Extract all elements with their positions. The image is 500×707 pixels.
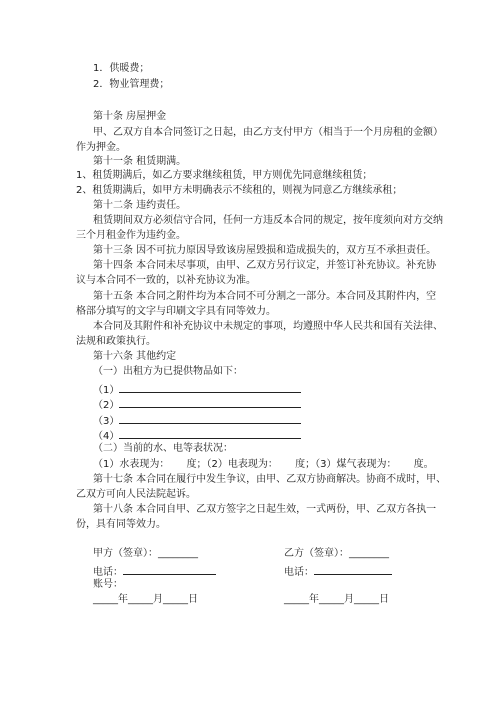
provided-item-row [93,383,301,396]
party-b-date[interactable]: _____年_____月_____日 [284,594,389,605]
party-a-phone-label: 电话： [93,567,123,578]
provided-item-blank[interactable] [119,414,301,424]
article-10-text-2: 作为押金。 [76,142,126,153]
provided-item-blank[interactable] [119,429,301,439]
article-12-title: 第十二条 违约责任。 [93,200,187,211]
general-clause-text-2: 法规和政策执行。 [76,336,156,347]
article-10-text-1: 甲、乙双方自本合同签订之日起，由乙方支付甲方（相当于一个月房租的金额） [93,127,443,138]
article-16-section-1: （一）出租方为已提供物品如下： [93,366,243,377]
article-13-text: 第十三条 因不可抗力原因导致该房屋毁损和造成损失的，双方互不承担责任。 [93,245,437,256]
article-12-text-2: 三个月租金作为违约金。 [76,230,186,241]
party-b-phone-label: 电话： [284,567,314,578]
party-b-phone-row [284,565,392,578]
provided-item-row [93,429,301,442]
article-14-text-2: 议与本合同不一致的，以补充协议为准。 [76,275,256,286]
provided-item-row [93,398,301,411]
article-12-text-1: 租赁期间双方必须信守合同，任何一方违反本合同的规定，按年度须向对方交纳 [93,215,443,226]
provided-item-number: （1） [93,385,120,396]
party-a-phone-field[interactable] [123,565,216,575]
provided-item-number: （3） [93,416,120,427]
article-15-text-1: 第十五条 本合同之附件均为本合同不可分割之一部分。本合同及其附件内，空 [93,291,437,302]
article-11-item-2: 2、租赁期满后，如甲方未明确表示不续租的，则视为同意乙方继续承租； [76,185,403,196]
article-14-text-1: 第十四条 本合同未尽事项，由甲、乙双方另行议定，并签订补充协议。补充协 [93,260,437,271]
article-18-text-1: 第十八条 本合同自甲、乙双方签字之日起生效，一式两份，甲、乙双方各执一 [93,504,437,515]
party-a-account-label: 账号： [93,579,123,590]
article-11-title: 第十一条 租赁期满。 [93,156,187,167]
party-a-phone-row [93,565,216,578]
provided-item-row [93,414,301,427]
article-10-title: 第十条 房屋押金 [93,111,167,122]
provided-item-blank[interactable] [119,383,301,393]
party-a-date[interactable]: _____年_____月_____日 [93,594,198,605]
provided-item-number: （2） [93,400,120,411]
provided-item-number: （4） [93,431,120,442]
party-b-phone-field[interactable] [314,565,392,575]
article-16-title: 第十六条 其他约定 [93,351,177,362]
meter-readings: （1）水表现为： 度；（2）电表现为： 度；（3）煤气表现为： 度。 [93,459,434,470]
fee-heating: 1．供暖费； [93,63,150,74]
general-clause-text-1: 本合同及其附件和补充协议中未规定的事项，均遵照中华人民共和国有关法律、 [93,321,443,332]
provided-item-blank[interactable] [119,398,301,408]
article-16-section-2: （二）当前的水、电等表状况： [93,443,233,454]
article-18-text-2: 份，具有同等效力。 [76,519,166,530]
party-b-signature[interactable]: 乙方（签章）：________ [284,548,389,559]
fee-property: 2．物业管理费； [93,79,170,90]
article-15-text-2: 格部分填写的文字与印刷文字具有同等效力。 [76,306,276,317]
article-11-item-1: 1、租赁期满后，如乙方要求继续租赁，甲方则优先同意继续租赁； [76,170,373,181]
party-a-signature[interactable]: 甲方（签章）：________ [93,548,198,559]
article-17-text-2: 乙双方可向人民法院起诉。 [76,489,196,500]
article-17-text-1: 第十七条 本合同在履行中发生争议，由甲、乙双方协商解决。协商不成时，甲、 [93,474,447,485]
